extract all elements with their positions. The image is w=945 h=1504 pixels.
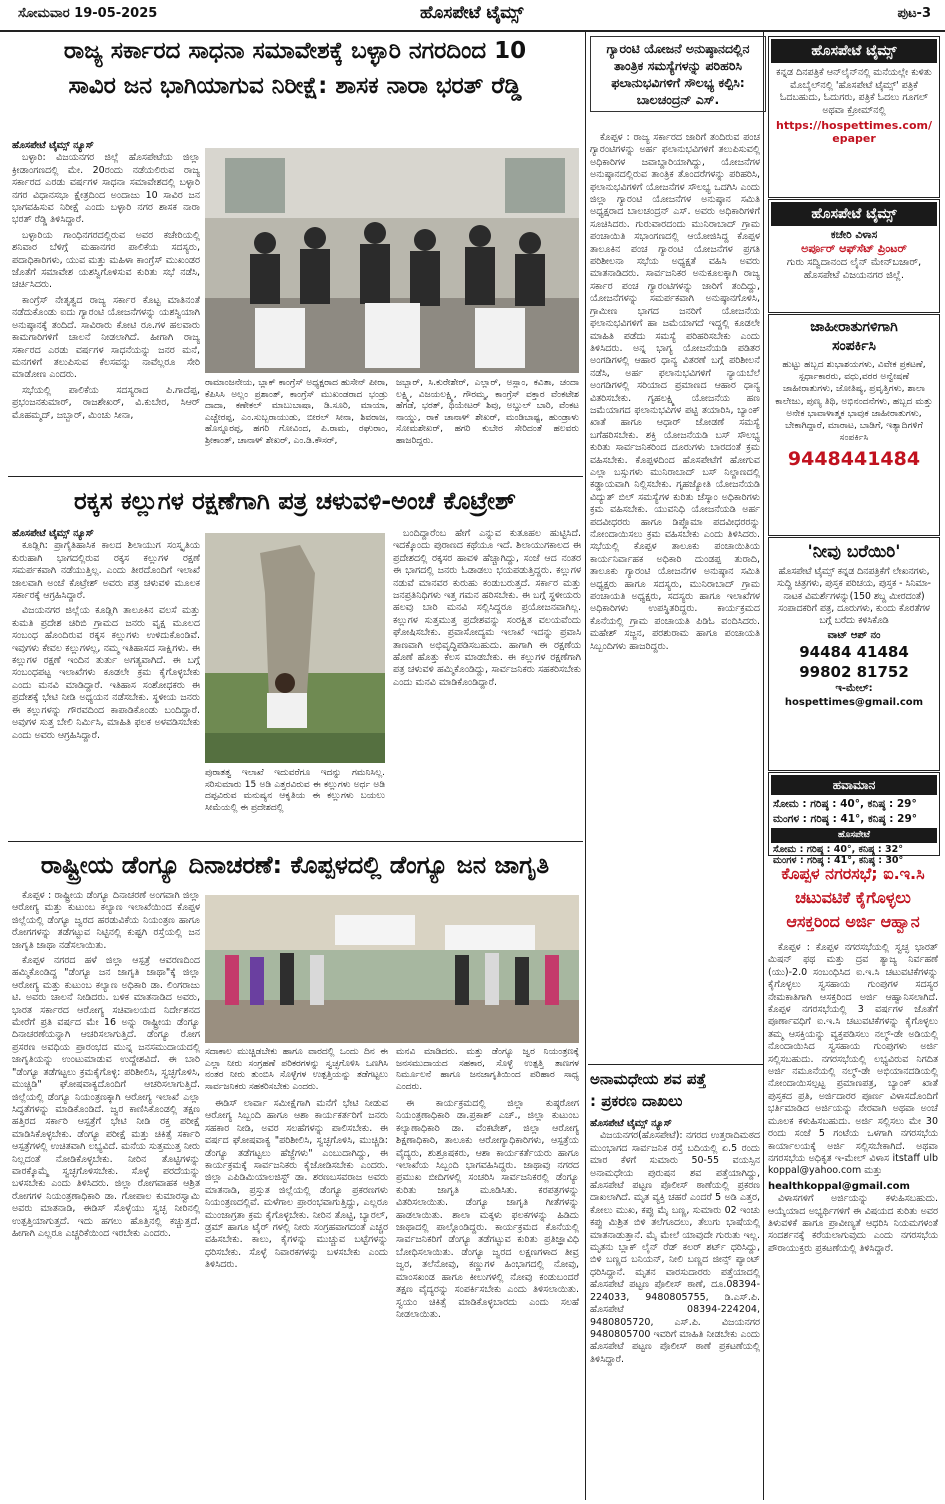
notice-headline: ಕೊಪ್ಪಳ ನಗರಸಭೆ; ಐ.ಇ.ಸಿ ಚಟುವಟಿಕೆ ಕೈಗೊಳ್ಳಲು ಆಸಕ್ತರಿಂದ ಅರ್ಜಿ ಆಹ್ವಾನ [781,864,925,931]
column-divider [585,32,586,1500]
write-email[interactable]: ಇ-ಮೇಲ್: hospettimes@gmail.com [784,683,924,709]
article-3-body [12,890,200,1496]
article-2-body-right [393,528,581,836]
article-3-para: ಈ ಕಾರ್ಯಕ್ರಮದಲ್ಲಿ ಜಿಲ್ಲಾ ಕುಷ್ಠರೋಗ ನಿಯಂತ್ರಣಾಧಿಕಾರಿ ಡಾ.ಪ್ರಕಾಶ್ ಎಚ್., ಜಿಲ್ಲಾ ಕುಟುಂಬ ಕಲ್ಯಾಣಾಧಿಕಾರಿ ಡಾ. ವೆಂಕಟೇಶ್, ಜಿಲ್ಲಾ ಆರೋಗ್ಯ ಶಿಕ್ಷಣಾಧಿಕಾರಿ, ತಾಲೂಕು ಆರೋಗ್ಯಾಧಿಕಾರಿಗಳು, ಆಸ್ಪತ್ರೆಯ ವೈದ್ಯರು, ಶುಶ್ರೂಷಕರು, ಆಶಾ ಕಾರ್ಯಕರ್ತೆಯರು ಹಾಗೂ ಇಲಾಖೆಯ ಸಿಬ್ಬಂದಿ ಭಾಗವಹಿಸಿದ್ದರು. ಜಾಥಾವು ನಗರದ ಪ್ರಮುಖ ಬೀದಿಗಳಲ್ಲಿ ಸಂಚರಿಸಿ ಸಾರ್ವಜನಿಕರಲ್ಲಿ ಡೆಂಗ್ಯೂ ಕುರಿತು ಜಾಗೃತಿ ಮೂಡಿಸಿತು. ಕರಪತ್ರಗಳನ್ನು ವಿತರಿಸಲಾಯಿತು. ಡೆಂಗ್ಯೂ ಜಾಗೃತಿ ಗೀತೆಗಳನ್ನು ಹಾಡಲಾಯಿತು. ಶಾಲಾ ಮಕ್ಕಳು ಫಲಕಗಳನ್ನು ಹಿಡಿದು ಜಾಥಾದಲ್ಲಿ ಪಾಲ್ಗೊಂಡಿದ್ದರು. ಕಾರ್ಯಕ್ರಮದ ಕೊನೆಯಲ್ಲಿ ಸಾರ್ವಜನಿಕರಿಗೆ ಡೆಂಗ್ಯೂ ತಡೆಗಟ್ಟುವ ಕುರಿತು ಪ್ರತಿಜ್ಞಾವಿಧಿ ಬೋಧಿಸಲಾಯಿತು. ಡೆಂಗ್ಯೂ ಜ್ವರದ ಲಕ್ಷಣಗಳಾದ ತೀವ್ರ ಜ್ವರ, ತಲೆನೋವು, ಕಣ್ಣುಗಳ ಹಿಂಭಾಗದಲ್ಲಿ ನೋವು, ಮಾಂಸಖಂಡ ಹಾಗೂ ಕೀಲುಗಳಲ್ಲಿ ನೋವು ಕಂಡುಬಂದರೆ ತಕ್ಷಣ ವೈದ್ಯರನ್ನು ಸಂಪರ್ಕಿಸಬೇಕು ಎಂದು ತಿಳಿಸಲಾಯಿತು. ಸ್ವಯಂ ಚಿಕಿತ್ಸೆ ಮಾಡಿಕೊಳ್ಳಬಾರದು ಎಂದು ಸಲಹೆ ನೀಡಲಾಯಿತು. [396,1098,579,1320]
article-1-photo [205,148,579,373]
stone-photo-illustration [205,533,385,763]
ad-write-to-us [768,537,940,771]
ads-text: ಹುಟ್ಟು ಹಬ್ಬದ ಶುಭಾಶಯಗಳು, ವಿವೇಕ ಪ್ರಕಟಣೆ, ಸ್ಪರ್ಧಾಕಾರರು, ವಧು,ವರರ ಅನ್ವೇಷಣೆ ಜಾಹೀರಾತುಗಳು, ಜೋತಿಷ್ಯ, ಪ್ರವೃತ್ತಿಗಳು, ಶಾಲಾ ಕಾಲೇಜು, ಪುಣ್ಯ ತಿಥಿ, ಅಭಿನಂದನೆಗಳು, ಹಬ್ಬದ ಮತ್ತು ಅನೇಕ ಭಾವಾಳಾತ್ಮಕ ಭಾವುಕ ಜಾಹೀರಾತುಗಳು, ಬೇಕಾಗಿದ್ದಾರೆ, ಮಾರಾಟ, ಬಾಡಿಗೆ, ಇತ್ಯಾದಿಗಳಿಗೆ ಸಂಪರ್ಕಿಸಿ [775,359,933,444]
article-3-caption-right: ಮನವಿ ಮಾಡಿದರು. ಮತ್ತು ಡೆಂಗ್ಯೂ ಜ್ವರ ನಿಯಂತ್ರಣಕ್ಕೆ ಜನಸಮುದಾಯದ ಸಹಕಾರ, ಸೊಳ್ಳೆ ಉತ್ಪತ್ತಿ ತಾಣಗಳ ನಿರ್ಮೂಲನೆ ಹಾಗೂ ಜನಜಾಗೃತಿಯಿಂದ ಪರಿಹಾರ ಸಾಧ್ಯ ಎಂದರು. [396,1047,579,1092]
headline-line-1: ರಾಜ್ಯ ಸರ್ಕಾರದ ಸಾಧನಾ ಸಮಾವೇಶಕ್ಕೆ ಬಳ್ಳಾರಿ ನಗರದಿಂದ 10 [63,38,527,64]
article-2-body [12,528,200,834]
weather-day: ಮಂಗಳ [773,813,800,825]
section-divider [588,1064,763,1065]
weather-day: ಮಂಗಳ [773,855,797,866]
header-date: ಸೋಮವಾರ 19-05-2025 [18,6,158,21]
guarantee-headline-box [590,36,766,112]
article-2-para: ಕೂಡ್ಲಿಗಿ: ಪ್ರಾಗೈತಿಹಾಸಿಕ ಕಾಲದ ಶಿಲಾಯುಗ ಸಂಸ್ಕೃತಿಯ ಕುರುಹಾಗಿ ಭಾಗದಲ್ಲಿರುವ ರಕ್ಕಸ ಕಲ್ಲುಗಳ ರಕ್ಷಣೆ ಸಮರ್ಪಕವಾಗಿ ನಡೆಯುತ್ತಿಲ್ಲ. ಎಂದು ತೀರದೊಂದಿಗೆ ಇಲಾಖೆ ಜಾಲವಾಗಿ ಅಂಚೆ ಕೊಟ್ರೇಶ್ ಅವರು ಪತ್ರ ಚಳುವಳಿ ಮೂಲಕ ಸರ್ಕಾರಕ್ಕೆ ಆಗ್ರಹಿಸಿದ್ದಾರೆ. [12,540,200,602]
article-2-headline: ರಕ್ಕಸ ಕಲ್ಲುಗಳ ರಕ್ಷಣೆಗಾಗಿ ಪತ್ರ ಚಳುವಳಿ-ಅಂಚೆ ಕೊಟ್ರೇಶ್ [74,487,516,515]
body-found-headline-line-2: : ಪ್ರಕರಣ ದಾಖಲು [590,1092,683,1110]
notice-para: ಕೊಪ್ಪಳ : ಕೊಪ್ಪಳ ನಗರಸಭೆಯಲ್ಲಿ ಸ್ವಚ್ಛ ಭಾರತ್ ಮಿಷನ್ ಫಥ ಮತ್ತು ದ್ರವ ತ್ಯಾಜ್ಯ ನಿರ್ವಹಣೆ (ಯು)-2.0 ಸಂಬಂಧಿಸಿದ ಐ.ಇ.ಸಿ ಚಟುವಟಿಕೆಗಳನ್ನು ಕೈಗೊಳ್ಳಲು ಸ್ವಸಹಾಯ ಗುಂಪುಗಳ ಸದಸ್ಯರ ನೇಮಕಾತಿಗಾಗಿ ಆಸಕ್ತರಿಂದ ಅರ್ಜಿ ಆಹ್ವಾನಿಸಲಾಗಿದೆ. ಕೊಪ್ಪಳ ನಗರಸಭೆಯಲ್ಲಿ 3 ವರ್ಷಗಳ ಜೊತೆಗೆ ಪೂರ್ಣಾವಧಿಗೆ ಐ.ಇ.ಸಿ ಚಟುವಟಿಕೆಗಳನ್ನು ಕೈಗೊಳ್ಳಲು ತಮ್ಮ ಆಸಕ್ತಿಯನ್ನು ವ್ಯಕ್ತಪಡಿಸಲು ನಲ್ಮ್-ಡೇ ಅಡಿಯಲ್ಲಿ ನೊಂದಾಯಿಸಿದ ಸ್ವಸಹಾಯ ಗುಂಪುಗಳು ಅರ್ಜಿ ಸಲ್ಲಿಸಬಹುದು. ನಗರಸಭೆಯಲ್ಲಿ ಲಭ್ಯವಿರುವ ನಿಗದಿತ ಅರ್ಜಿ ನಮೂನೆಯಲ್ಲಿ ನಲ್ಮ್-ಡೇ ಅಭಿಯಾನದಡಿಯಲ್ಲಿ ನೋಂದಾಯಿಸಲ್ಪಟ್ಟ ಪ್ರಮಾಣಪತ್ರ, ಬ್ಯಾಂಕ್ ಖಾತೆ ಪುಸ್ತಕದ ಪ್ರತಿ, ಅರ್ಜಿದಾರರ ಪೂರ್ಣ ವಿಳಾಸದೊಂದಿಗೆ ಭರ್ತಿಮಾಡಿದ ಅರ್ಜಿಯನ್ನು ನೇರವಾಗಿ ಅಥವಾ ಅಂಚೆ ಮೂಲಕ ಕಳುಹಿಸಬಹುದು. ಅರ್ಜಿ ಸಲ್ಲಿಸಲು ಮೇ 30 ರಂದು ಸಂಜೆ 5 ಗಂಟೆಯ ಒಳಗಾಗಿ ನಗರಸಭೆಯ ಕಾರ್ಯಾಲಯಕ್ಕೆ ಅರ್ಜಿ ಸಲ್ಲಿಸಬೇಕಾಗಿದೆ. ಅಥವಾ ನಗರಸಭೆಯ ಅಧಿಕೃತ ಇ-ಮೇಲ್ ವಿಳಾಸ itstaff ulb koppal@yahoo.com ಮತ್ತು [768,942,938,1177]
epaper-link[interactable]: https://hospettimes.com/ [776,119,932,132]
article-3-para: ಕೊಪ್ಪಳ ನಗರದ ಹಳೆ ಜಿಲ್ಲಾ ಆಸ್ಪತ್ರೆ ಆವರಣದಿಂದ ಹಮ್ಮಿಕೊಂಡಿದ್ದ "ಡೆಂಗ್ಯೂ ಜನ ಜಾಗೃತಿ ಜಾಥಾ"ಕ್ಕೆ ಜಿಲ್ಲಾ ಆರೋಗ್ಯ ಮತ್ತು ಕುಟುಂಬ ಕಲ್ಯಾಣ ಅಧಿಕಾರಿ ಡಾ. ಲಿಂಗರಾಜು ಟಿ. ಅವರು ಚಾಲನೆ ನೀಡಿದರು. ಬಳಿಕ ಮಾತನಾಡಿದ ಅವರು, ಭಾರತ ಸರ್ಕಾರದ ಆರೋಗ್ಯ ಸಚಿವಾಲಯದ ನಿರ್ದೇಶನದ ಮೇರೆಗೆ ಪ್ರತಿ ವರ್ಷದ ಮೇ 16 ಅನ್ನು ರಾಷ್ಟ್ರೀಯ ಡೆಂಗ್ಯೂ ದಿನಾಚರಣೆಯನ್ನಾಗಿ ಆಚರಿಸಲಾಗುತ್ತಿದೆ. ಡೆಂಗ್ಯೂ ರೋಗ ಪ್ರಸರಣ ಅವಧಿಯ ಪ್ರಾರಂಭದ ಮುನ್ನ ಜನಸಮುದಾಯದಲ್ಲಿ ಜಾಗೃತಿಯನ್ನು ಉಂಟುಮಾಡುವ ಉದ್ದೇಶವಿದೆ. ಈ ಬಾರಿ "ಡೆಂಗ್ಯೂ ತಡೆಗಟ್ಟಲು ಕ್ರಮಕೈಗೊಳ್ಳಿ: ಪರಿಶೀಲಿಸಿ, ಸ್ವಚ್ಛಗೊಳಿಸಿ, ಮುಚ್ಚಿಡಿ" ಘೋಷವಾಕ್ಯದೊಂದಿಗೆ ಆಚರಿಸಲಾಗುತ್ತಿದೆ. ಜಿಲ್ಲೆಯಲ್ಲಿ ಡೆಂಗ್ಯೂ ನಿಯಂತ್ರಣಕ್ಕಾಗಿ ಆರೋಗ್ಯ ಇಲಾಖೆ ಎಲ್ಲಾ ಸಿದ್ಧತೆಗಳನ್ನು ಮಾಡಿಕೊಂಡಿದೆ. ಜ್ವರ ಕಾಣಿಸಿಕೊಂಡಲ್ಲಿ ತಕ್ಷಣ ಹತ್ತಿರದ ಸರ್ಕಾರಿ ಆಸ್ಪತ್ರೆಗೆ ಭೇಟಿ ನೀಡಿ ರಕ್ತ ಪರೀಕ್ಷೆ ಮಾಡಿಸಿಕೊಳ್ಳಬೇಕು. ಡೆಂಗ್ಯೂ ಪರೀಕ್ಷೆ ಮತ್ತು ಚಿಕಿತ್ಸೆ ಸರ್ಕಾರಿ ಆಸ್ಪತ್ರೆಗಳಲ್ಲಿ ಉಚಿತವಾಗಿ ಲಭ್ಯವಿದೆ. ಮನೆಯ ಸುತ್ತಮುತ್ತ ನೀರು ನಿಲ್ಲದಂತೆ ನೋಡಿಕೊಳ್ಳಬೇಕು. ನೀರಿನ ತೊಟ್ಟಿಗಳನ್ನು ವಾರಕ್ಕೊಮ್ಮೆ ಸ್ವಚ್ಛಗೊಳಿಸಬೇಕು. ಸೊಳ್ಳೆ ಪರದೆಯನ್ನು ಬಳಸಬೇಕು ಎಂದು ತಿಳಿಸಿದರು. ಜಿಲ್ಲಾ ರೋಗವಾಹಕ ಆಶ್ರಿತ ರೋಗಗಳ ನಿಯಂತ್ರಣಾಧಿಕಾರಿ ಡಾ. ಗೋಪಾಲ ಕುಮಾರಸ್ವಾಮಿ ಅವರು ಮಾತನಾಡಿ, ಈಡಿಸ್ ಸೊಳ್ಳೆಯು ಸ್ವಚ್ಛ ನೀರಿನಲ್ಲಿ ಉತ್ಪತ್ತಿಯಾಗುತ್ತದೆ. ಇದು ಹಗಲು ಹೊತ್ತಿನಲ್ಲಿ ಕಚ್ಚುತ್ತದೆ. ಹೀಗಾಗಿ ಎಲ್ಲರೂ ಎಚ್ಚರಿಕೆಯಿಂದ ಇರಬೇಕು ಎಂದರು. [12,955,200,1239]
whatsapp-label: ವಾಟ್ ಆಪ್ ನಂ [827,630,881,642]
rally-photo-illustration [205,895,579,1043]
body-found-headline-line-1: ಅನಾಮಧೇಯ ಶವ ಪತ್ತೆ [590,1070,707,1088]
article-1-para: ಬಳ್ಳಾರಿಯ ಗಾಂಧಿನಗರದಲ್ಲಿರುವ ಅವರ ಕಚೇರಿಯಲ್ಲಿ ಶನಿವಾರ ಬೆಳಿಗ್ಗೆ ಮಹಾನಗರ ಪಾಲಿಕೆಯ ಸದಸ್ಯರು, ಪದಾಧಿಕಾರಿಗಳು, ಯುವ ಮತ್ತು ಮಹಿಳಾ ಕಾಂಗ್ರೆಸ್ ಮುಖಂಡರ ಜೊತೆಗೆ ಸಮಾವೇಶ ಯಶಸ್ವಿಗೊಳಿಸುವ ಕುರಿತು ಸಭೆ ನಡೆಸಿ, ಚರ್ಚಿಸಿದರು. [12,229,200,291]
article-2-photo [205,533,385,763]
notice-body [768,942,938,1498]
write-text: ಹೊಸಪೇಟೆ ಟೈಮ್ಸ್ ಕನ್ನಡ ದಿನಪತ್ರಿಕೆಗೆ ಲೇಖನಗಳು, ಸುದ್ದಿ ಚಿತ್ರಗಳು, ಪುಸ್ತಕ ಪರಿಚಯ, ಪುಸ್ತಕ - ಸಿನಿಮಾ-ನಾಟಕ ವಿಮರ್ಶೆಗಳನ್ನು(150 ಶಬ್ದ ಮೀರದಂತೆ) ಸಂಪಾದಕರಿಗೆ ಪತ್ರ, ದೂರುಗಳು, ಕುಂದು ಕೊರತೆಗಳ ಬಗ್ಗೆ ಬರೆದು ಕಳಿಸಿಕೊಡಿ [776,566,932,627]
weather-title: ಹವಾಮಾನ [771,775,937,795]
meeting-photo-illustration [205,148,579,373]
ad-epaper-text: ಕನ್ನಡ ದಿನಪತ್ರಿಕೆ ಆನ್‌ಲೈನ್‌ನಲ್ಲಿ ಮನೆಯಲ್ಲೇ ಕುಳಿತು ಮೊಬೈಲ್‌ನಲ್ಲಿ 'ಹೊಸಪೇಟೆ ಟೈಮ್ಸ್' ಪತ್ರಿಕೆ ಓದಬಹುದು, ಓದುಗರು, ಪತ್ರಿಕೆ ಓದಲು ಗೂಗಲ್ ಅಥವಾ ಕ್ರೋಮ್‌ನಲ್ಲಿ [776,67,932,116]
ad-epaper-banner: ಹೊಸಪೇಟೆ ಟೈಮ್ಸ್ [771,39,937,63]
article-2-caption: ಪುರಾತತ್ವ ಇಲಾಖೆ ಇದುವರೆಗೂ ಇದನ್ನು ಗಮನಿಸಿಲ್ಲ. ಸರಿಸುಮಾರು 15 ಅಡಿ ಎತ್ತರವಿರುವ ಈ ಕಲ್ಲುಗಳು ಅರ್ಧ ಅಡಿ ದಪ್ಪವಿರುವ ಮನುಷ್ಯನ ಆಕೃತಿಯ ಈ ಕಲ್ಲುಗಳು ಬಯಲು ಸೀಮೆಯಲ್ಲಿ ಈ ಪ್ರದೇಶದಲ್ಲಿ [205,768,385,813]
body-found-byline: ಹೊಸಪೇಟೆ ಟೈಮ್ಸ್ ನ್ಯೂಸ್ [590,1118,672,1129]
weather-max: ಗರಿಷ್ಠ : 41°, [806,855,856,866]
office-address: ಗುರು ಸದ್ವಿದಾನಂದ ಲೈನ್ ಮೇನ್‌ಬಜಾರ್, ಹೊಸಪೇಟೆ ವಿಜಯನಗರ ಜಿಲ್ಲೆ. [786,257,922,281]
weather-max: ಗರಿಷ್ಠ : 41°, [810,813,865,825]
page-header [0,0,945,32]
article-3-para: ಕೊಪ್ಪಳ : ರಾಷ್ಟ್ರೀಯ ಡೆಂಗ್ಯೂ ದಿನಾಚರಣೆ ಅಂಗವಾಗಿ ಜಿಲ್ಲಾ ಆರೋಗ್ಯ ಮತ್ತು ಕುಟುಂಬ ಕಲ್ಯಾಣ ಇಲಾಖೆಯಿಂದ ಕೊಪ್ಪಳ ಜಿಲ್ಲೆಯಲ್ಲಿ ಡೆಂಗ್ಯೂ ಜ್ವರದ ಹರಡುವಿಕೆಯ ನಿಯಂತ್ರಣ ಹಾಗೂ ರೋಗಗಳನ್ನು ತಡೆಗಟ್ಟುವ ನಿಟ್ಟಿನಲ್ಲಿ ಕುಷ್ಟಗಿ ರಸ್ತೆಯಲ್ಲಿ ಜನ ಜಾಗೃತಿ ಜಾಥಾ ನಡೆಸಲಾಯಿತು. [12,890,200,951]
body-found-headline [590,1068,760,1112]
ads-phone[interactable]: 9448441484 [787,448,921,471]
article-3-body-middle [205,1098,388,1496]
header-masthead: ಹೊಸಪೇಟೆ ಟೈಮ್ಸ್ [420,3,524,23]
weather-day: ಸೋಮ [773,798,799,810]
weather-city: ಹೊಸಪೇಟೆ [771,828,937,843]
ad-office-banner: ಹೊಸಪೇಟೆ ಟೈಮ್ಸ್ [771,202,937,226]
write-title: 'ನೀವು ಬರೆಯಿರಿ' [807,542,901,562]
printer-name: ಅರ್ಪೂರ್ ಆಫ್‌ಸೆಟ್ ಪ್ರಿಂಟರ್ [801,242,907,255]
article-3-para: ಈಡಿಸ್ ಲಾರ್ವಾ ಸಮೀಕ್ಷೆಗಾಗಿ ಮನೆಗೆ ಭೇಟಿ ನೀಡುವ ಆರೋಗ್ಯ ಸಿಬ್ಬಂದಿ ಹಾಗೂ ಆಶಾ ಕಾರ್ಯಕರ್ತರಿಗೆ ಜನರು ಸಹಕಾರ ನೀಡಿ, ಅವರ ಸಲಹೆಗಳನ್ನು ಪಾಲಿಸಬೇಕು. ಈ ವರ್ಷದ ಘೋಷವಾಕ್ಯ "ಪರಿಶೀಲಿಸಿ, ಸ್ವಚ್ಛಗೊಳಿಸಿ, ಮುಚ್ಚಿಡಿ: ಡೆಂಗ್ಯೂ ತಡೆಗಟ್ಟಲು ಹೆಜ್ಜೆಗಳು" ಎಂಬುದಾಗಿದ್ದು, ಈ ಕಾರ್ಯಕ್ರಮಕ್ಕೆ ಸಾರ್ವಜನಿಕರು ಕೈಜೋಡಿಸಬೇಕು ಎಂದರು. ಜಿಲ್ಲಾ ಎಪಿಡಿಮಿಯಾಲಜಿಸ್ಟ್ ಡಾ. ಶರಣಬಸವರಾಜ ಅವರು ಮಾತನಾಡಿ, ಪ್ರಸ್ತುತ ಜಿಲ್ಲೆಯಲ್ಲಿ ಡೆಂಗ್ಯೂ ಪ್ರಕರಣಗಳು ನಿಯಂತ್ರಣದಲ್ಲಿವೆ. ಮಳೆಗಾಲ ಪ್ರಾರಂಭವಾಗುತ್ತಿದ್ದು, ಎಲ್ಲರೂ ಮುಂಜಾಗ್ರತಾ ಕ್ರಮ ಕೈಗೊಳ್ಳಬೇಕು. ನೀರಿನ ತೊಟ್ಟಿ, ಬ್ಯಾರಲ್, ಡ್ರಮ್ ಹಾಗೂ ಟೈರ್ ಗಳಲ್ಲಿ ನೀರು ಸಂಗ್ರಹವಾಗದಂತೆ ಎಚ್ಚರ ವಹಿಸಬೇಕು. ಕಾಲು, ಕೈಗಳನ್ನು ಮುಚ್ಚುವ ಬಟ್ಟೆಗಳನ್ನು ಧರಿಸಬೇಕು. ಸೊಳ್ಳೆ ನಿವಾರಕಗಳನ್ನು ಬಳಸಬೇಕು ಎಂದು ತಿಳಿಸಿದರು. [205,1098,388,1271]
weather-min: ಕನಿಷ್ಠ : 30° [858,855,904,866]
article-1-headline [8,34,582,104]
article-2-byline: ಹೊಸಪೇಟೆ ಟೈಮ್ಸ್ ನ್ಯೂಸ್ [12,528,94,539]
guarantee-headline: ಗ್ಯಾರಂಟಿ ಯೋಜನೆ ಅನುಷ್ಠಾನದಲ್ಲಿನ ತಾಂತ್ರಿಕ ಸಮಸ್ಯೆಗಳನ್ನು ಪರಿಹರಿಸಿ ಫಲಾನುಭವಿಗಳಿಗೆ ಸೌಲಭ್ಯ ಕಲ್ಪಿಸಿ: ಬಾಲಚಂದ್ರನ್ ಎಸ್. [606,41,750,107]
article-1-para: ಬಳ್ಳಾರಿ: ವಿಜಯನಗರ ಜಿಲ್ಲೆ ಹೊಸಪೇಟೆಯ ಜಿಲ್ಲಾ ಕ್ರೀಡಾಂಗಣದಲ್ಲಿ ಮೇ. 20ರಂದು ನಡೆಯಲಿರುವ ರಾಜ್ಯ ಸರ್ಕಾರದ ಎರಡು ವರ್ಷಗಳ ಸಾಧನಾ ಸಮಾವೇಶದಲ್ಲಿ ಬಳ್ಳಾರಿ ನಗರ ವಿಧಾನಸಭಾ ಕ್ಷೇತ್ರದಿಂದ ಅಂದಾಜು 10 ಸಾವಿರ ಜನ ಭಾಗವಹಿಸುವ ನಿರೀಕ್ಷೆ ಎಂದು ಬಳ್ಳಾರಿ ನಗರ ಶಾಸಕ ನಾರಾ ಭರತ್ ರೆಡ್ಡಿ ತಿಳಿಸಿದ್ದಾರೆ. [12,152,200,226]
article-1-para: ಸಭೆಯಲ್ಲಿ ಪಾಲಿಕೆಯ ಸದಸ್ಯರಾದ ಪಿ.ಗಾದೆಪ್ಪ, ಪ್ರಭಂಜನಕುಮಾರ್, ರಾಜಶೇಖರ್, ವಿ.ಕುಬೇರ, ಸಿಆರ್ ಮೊಹಮ್ಮದ್, ಜಬ್ಬಾರ್, ಮಿಂಚು ಸೀನಾ, [12,384,200,421]
section-divider [8,841,583,842]
article-1-byline: ಹೊಸಪೇಟೆ ಟೈಮ್ಸ್ ನ್ಯೂಸ್ [12,140,94,151]
weather-max: ಗರಿಷ್ಠ : 40°, [810,798,864,810]
headline-line-2: ಸಾವಿರ ಜನ ಭಾಗಿಯಾಗುವ ನಿರೀಕ್ಷೆ: ಶಾಸಕ ನಾರಾ ಭರತ್ ರೆಡ್ಡಿ [68,73,522,99]
article-1-caption-left: ರಾಮಾಂಜನೇಯ, ಬ್ಲಾಕ್ ಕಾಂಗ್ರೆಸ್ ಅಧ್ಯಕ್ಷರಾದ ಹುಸೇನ್ ಪೀರಾ, ಕೆಪಿಸಿಸಿ ಅಲ್ಲಂ ಪ್ರಶಾಂತ್, ಕಾಂಗ್ರೆಸ್ ಮುಖಂಡರಾದ ಭಂಡ್ರು ದಾದಾ, ಕಣೇಕಲ್ ಮಾಬುಬಾಷಾ, ಡಿ.ಸೂರಿ, ಮಾಯಾ, ಎಚ್ಚೇರಪ್ಪ, ಎಂ.ಸುಬ್ಬರಾಯುಡು, ಬೀರಲ್ ಸೀನಾ, ಶಿವರಾಜ, ಹೊನ್ನೂರಪ್ಪ, ಹಗರಿ ಗೋವಿಂದ, ಪಿ.ರಾಮ, ರಘುರಾಂ, ಶ್ರೀಕಾಂತ್, ಚಾನಾಳ್ ಶೇಖರ್, ಎಂ.ಡಿ.ಕೌಸರ್, [205,378,388,446]
body-found-para: ವಿಜಯನಗರ(ಹೊಸಪೇಟೆ): ನಗರದ ಉತ್ತರಾದಿಮಠದ ಮುಂಭಾಗದ ಸಾರ್ವಜನಿಕ ರಸ್ತೆ ಬದಿಯಲ್ಲಿ ಏ.5 ರಂದು ಮಾರ ಕೆಳಗೆ ಸುಮಾರು 50-55 ವಯಸ್ಸಿನ ಅನಾಮಧೇಯ ಪುರುಷನ ಶವ ಪತ್ತೆಯಾಗಿದ್ದು, ಹೊಸಪೇಟೆ ಪಟ್ಟಣ ಪೊಲೀಸ್ ಠಾಣೆಯಲ್ಲಿ ಪ್ರಕರಣ ದಾಖಲಾಗಿದೆ. ಮೃತ ವ್ಯಕ್ತಿ ಚಹರೆ ಎಂದರೆ 5 ಅಡಿ ಎತ್ತರ, ಕೋಲು ಮುಖ, ಕಪ್ಪು ಮೈ ಬಣ್ಣ, ಸುಮಾರು 02 ಇಂಚು ಕಪ್ಪು ಮಿಶ್ರಿತ ಬಿಳಿ ತಲೆಗೂದಲು, ತೆಲುಗು ಭಾಷೆಯಲ್ಲಿ ಮಾತನಾಡುತ್ತಾನೆ. ಮೈ ಮೇಲೆ ಯಾವುದೇ ಗುರುತು ಇಲ್ಲ. ಮೃತನು ಬ್ಲಾಕ್ ಲೈನ್ ರೆಡ್ ಕಲರ್ ಶರ್ಟ್ ಧರಿಸಿದ್ದು, ಬಿಳಿ ಬಣ್ಣದ ಬನಿಯನ್, ನೀಲಿ ಬಣ್ಣದ ಜೀನ್ಸ್ ಪ್ಯಾಂಟ್ ಧರಿಸಿದ್ದಾನೆ. ಮೃತನ ವಾರಸುದಾರರು ಪತ್ತೆಯಾದಲ್ಲಿ ಹೊಸಪೇಟೆ ಪಟ್ಟಣ ಪೊಲೀಸ್ ಠಾಣೆ, ದೂ.08394-224033, 9480805755, ಡಿ.ಎಸ್.ಪಿ. ಹೊಸಪೇಟೆ 08394-224204, 9480805720, ಎಸ್.ಪಿ. ವಿಜಯನಗರ 9480805700 ಇವರಿಗೆ ಮಾಹಿತಿ ನೀಡಬೇಕು ಎಂದು ಹೊಸಪೇಟೆ ಪಟ್ಟಣ ಪೊಲೀಸ್ ಠಾಣೆ ಪ್ರಕಟಣೆಯಲ್ಲಿ ತಿಳಿಸಿದ್ದಾರೆ. [590,1130,760,1365]
column-divider [763,32,764,1500]
weather-box [768,772,940,866]
guarantee-body [590,132,760,1057]
ad-office-address [768,199,940,313]
whatsapp-phone-1[interactable]: 94484 41484 [799,643,909,662]
article-1 [8,34,582,104]
notice-email[interactable]: healthkoppal@gmail.com [768,1180,910,1192]
article-2-para: ವಿಜಯನಗರ ಜಿಲ್ಲೆಯ ಕೂಡ್ಲಿಗಿ ತಾಲೂಕಿನ ವಲಸೆ ಮತ್ತು ಕುಮತಿ ಪ್ರದೇಶ ಚಿರಿಬಿ ಗ್ರಾಮದ ಜನರು ವೃಕ್ಷ ಮೂಲದ ಸಂಬಂಧ ಹೊಂದಿರುವ ರಕ್ಕಸ ಕಲ್ಲುಗಳು ಉಳಿದುಕೊಂಡಿವೆ. ಇವುಗಳು ಕೇವಲ ಕಲ್ಲುಗಳಲ್ಲ, ನಮ್ಮ ಇತಿಹಾಸದ ಸಾಕ್ಷಿಗಳು. ಈ ಕಲ್ಲುಗಳ ರಕ್ಷಣೆ ಇಂದಿನ ತುರ್ತು ಅಗತ್ಯವಾಗಿದೆ. ಈ ಬಗ್ಗೆ ಸಂಬಂಧಪಟ್ಟ ಇಲಾಖೆಗಳು ಕೂಡಲೇ ಕ್ರಮ ಕೈಗೊಳ್ಳಬೇಕು ಎಂದು ಮನವಿ ಮಾಡಿದ್ದಾರೆ. ಇತಿಹಾಸ ಸಂಶೋಧಕರು ಈ ಪ್ರದೇಶಕ್ಕೆ ಭೇಟಿ ನೀಡಿ ಅಧ್ಯಯನ ನಡೆಸಬೇಕು. ಸ್ಥಳೀಯ ಜನರು ಈ ಕಲ್ಲುಗಳನ್ನು ಗೌರವದಿಂದ ಕಾಪಾಡಿಕೊಂಡು ಬಂದಿದ್ದಾರೆ. ಅವುಗಳ ಸುತ್ತ ಬೇಲಿ ನಿರ್ಮಿಸಿ, ಮಾಹಿತಿ ಫಲಕ ಅಳವಡಿಸಬೇಕು ಎಂದು ಅವರು ಆಗ್ರಹಿಸಿದ್ದಾರೆ. [12,605,200,741]
weather-max: ಗರಿಷ್ಠ : 40°, [806,844,856,855]
article-1-para: ಕಾಂಗ್ರೆಸ್ ನೇತೃತ್ವದ ರಾಜ್ಯ ಸರ್ಕಾರ ಕೊಟ್ಟ ಮಾತಿನಂತೆ ನಡೆದುಕೊಂಡು ಐದು ಗ್ಯಾರಂಟಿ ಯೋಜನೆಗಳನ್ನು ಯಶಸ್ವಿಯಾಗಿ ಅನುಷ್ಠಾನಕ್ಕೆ ತಂದಿದೆ. ಸಾವಿರಾರು ಕೋಟಿ ರೂ.ಗಳ ಹಲವಾರು ಕಾಮಗಾರಿಗಳಿಗೆ ಚಾಲನೆ ನೀಡಲಾಗಿದೆ. ಹೀಗಾಗಿ ರಾಜ್ಯ ಸರ್ಕಾರದ ಎರಡು ವರ್ಷಗಳ ಸಾಧನೆಯನ್ನು ಜನರ ಮನೆ, ಮನಗಳಿಗೆ ತಲುಪಿಸುವ ಕೆಲಸವನ್ನು ನಾವೆಲ್ಲರೂ ಸೇರಿ ಮಾಡೋಣ ಎಂದರು. [12,294,200,381]
weather-day: ಸೋಮ [773,844,797,855]
ads-title-line-1: ಜಾಹೀರಾತುಗಳಿಗಾಗಿ [810,319,898,335]
weather-row: ಮಂಗಳ : ಗರಿಷ್ಠ : 41°, ಕನಿಷ್ಠ : 30° [773,855,904,866]
ad-advertisements [768,314,940,536]
guarantee-para: ಕೊಪ್ಪಳ : ರಾಜ್ಯ ಸರ್ಕಾರದ ಜಾರಿಗೆ ತಂದಿರುವ ಪಂಚ ಗ್ಯಾರಂಟಿಗಳನ್ನು ಅರ್ಹ ಫಲಾನುಭವಿಗಳಿಗೆ ತಲುಪಿಸುವಲ್ಲಿ ಅಧಿಕಾರಿಗಳ ಜವಾಬ್ದಾರಿಯಾಗಿದ್ದು, ಯೋಜನೆಗಳ ಅನುಷ್ಠಾನದಲ್ಲಿರುವ ತಾಂತ್ರಿಕ ತೊಂದರೆಗಳನ್ನು ಪರಿಹರಿಸಿ, ಫಲಾನುಭವಿಗಳಿಗೆ ಯೋಜನೆಗಳ ಸೌಲಭ್ಯ ಒದಗಿಸಿ ಎಂದು ಜಿಲ್ಲಾ ಗ್ಯಾರಂಟಿ ಯೋಜನೆಗಳ ಅನುಷ್ಠಾನ ಸಮಿತಿ ಅಧ್ಯಕ್ಷರಾದ ಬಾಲಚಂದ್ರನ್ ಎಸ್. ಅವರು ಅಧಿಕಾರಿಗಳಿಗೆ ಸೂಚಿಸಿದರು. ಗುರುವಾರದಂದು ಮುನಿರಾಬಾದ್ ಗ್ರಾಮ ಪಂಚಾಯಿತಿ ಸಭಾಂಗಣದಲ್ಲಿ ಆಯೋಜಿಸಿದ್ದ ಕೊಪ್ಪಳ ತಾಲೂಕಿನ ಪಂಚ ಗ್ಯಾರಂಟಿ ಯೋಜನೆಗಳ ಪ್ರಗತಿ ಪರಿಶೀಲನಾ ಸಭೆಯ ಅಧ್ಯಕ್ಷತೆ ವಹಿಸಿ ಅವರು ಮಾತನಾಡಿದರು. ಸಾರ್ವಜನಿಕರ ಅನುಕೂಲಕ್ಕಾಗಿ ರಾಜ್ಯ ಸರ್ಕಾರ ಪಂಚ ಗ್ಯಾರಂಟಿಗಳನ್ನು ಜಾರಿಗೆ ತಂದಿದ್ದು, ಯೋಜನೆಗಳನ್ನು ಸಮರ್ಪಕವಾಗಿ ಅನುಷ್ಠಾನಗೊಳಿಸಿ, ಗ್ರಾಮೀಣ ಭಾಗದ ಜನರಿಗೆ ಯೋಜನೆಯ ಫಲಾನುಭವಿಗಳಿಗೆ ಹಾ ಜಮೆಯಾಗದೆ ಇದ್ದಲ್ಲಿ ಕೂಡಲೇ ಮಾಹಿತಿ ಪಡೆದು ಸಮಸ್ಯೆ ಪರಿಹರಿಸಬೇಕು ಎಂದು ತಿಳಿಸಿದರು. ಅನ್ನ ಭಾಗ್ಯ ಯೋಜನೆಯಡಿ ಪಡಿತರ ಅಂಗಡಿಗಳಲ್ಲಿ ಆಹಾರ ಧಾನ್ಯ ವಿತರಣೆ ಬಗ್ಗೆ ಪರಿಶೀಲನೆ ನಡೆಸಿ, ಅರ್ಹ ಫಲಾನುಭವಿಗಳಿಗೆ ನ್ಯಾಯಬೆಲೆ ಅಂಗಡಿಗಳಲ್ಲಿ ಸರಿಯಾದ ಪ್ರಮಾಣದ ಆಹಾರ ಧಾನ್ಯ ವಿತರಿಸಬೇಕು. ಗೃಹಲಕ್ಷ್ಮಿ ಯೋಜನೆಯ ಹಣ ಜಮೆಯಾಗದ ಫಲಾನುಭವಿಗಳ ಪಟ್ಟಿ ತಯಾರಿಸಿ, ಬ್ಯಾಂಕ್ ಖಾತೆ ಹಾಗೂ ಆಧಾರ್ ಜೋಡಣೆ ಸಮಸ್ಯೆ ಬಗೆಹರಿಸಬೇಕು. ಶಕ್ತಿ ಯೋಜನೆಯಡಿ ಬಸ್ ಸೌಲಭ್ಯ ಕುರಿತು ಸಾರ್ವಜನಿಕರಿಂದ ದೂರುಗಳು ಬಾರದಂತೆ ಕ್ರಮ ವಹಿಸಬೇಕು. ಕೊಪ್ಪಳದಿಂದ ಹೊಸಪೇಟೆಗೆ ಹೋಗುವ ಎಲ್ಲಾ ಬಸ್ಸುಗಳು ಮುನಿರಾಬಾದ್ ಬಸ್ ನಿಲ್ದಾಣದಲ್ಲಿ ಕಡ್ಡಾಯವಾಗಿ ನಿಲ್ಲಿಸಬೇಕು. ಗೃಹಜ್ಯೋತಿ ಯೋಜನೆಯಡಿ ವಿದ್ಯುತ್ ಬಿಲ್ ಸಮಸ್ಯೆಗಳ ಕುರಿತು ಜೆಸ್ಕಾಂ ಅಧಿಕಾರಿಗಳು ಕ್ರಮ ವಹಿಸಬೇಕು. ಯುವನಿಧಿ ಯೋಜನೆಯಡಿ ಅರ್ಹ ಪದವೀಧರರು ಹಾಗೂ ಡಿಪ್ಲೊಮಾ ಪದವೀಧರರನ್ನು ನೋಂದಾಯಿಸಲು ಕ್ರಮ ವಹಿಸಬೇಕು ಎಂದು ತಿಳಿಸಿದರು. ಸಭೆಯಲ್ಲಿ ಕೊಪ್ಪಳ ತಾಲೂಕು ಪಂಚಾಯಿತಿಯ ಕಾರ್ಯನಿರ್ವಾಹಕ ಅಧಿಕಾರಿ ದುಂಡಪ್ಪ ತುರಾದಿ, ತಾಲೂಕು ಗ್ಯಾರಂಟಿ ಯೋಜನೆಗಳ ಅನುಷ್ಠಾನ ಸಮಿತಿ ಅಧ್ಯಕ್ಷರು ಹಾಗೂ ಸದಸ್ಯರು, ಮುನಿರಾಬಾದ್ ಗ್ರಾಮ ಪಂಚಾಯತಿ ಅಧ್ಯಕ್ಷರು, ಸದಸ್ಯರು ಹಾಗೂ ಇಲಾಖೆಗಳ ಅಧಿಕಾರಿಗಳು ಉಪಸ್ಥಿತರಿದ್ದರು. ಕಾರ್ಯಕ್ರಮದ ಕೊನೆಯಲ್ಲಿ ಗ್ರಾಮ ಪಂಚಾಯತಿ ಪಿಡಿಓ ವಂದಿಸಿದರು. ಮಹೇಶ್ ಸಜ್ಜನ, ಪರಶುರಾಮ ಹಾಗೂ ಪಂಚಾಯತಿ ಸಿಬ್ಬಂದಿಗಳು ಹಾಜರಿದ್ದರು. [590,132,760,652]
whatsapp-phone-2[interactable]: 99802 81752 [799,663,909,682]
header-page-number: ಪುಟ-3 [897,6,931,21]
epaper-link-suffix[interactable]: epaper [832,132,876,145]
ads-title-line-2: ಸಂಪರ್ಕಿಸಿ [832,338,876,354]
article-1-caption-right: ಜಬ್ಬಾರ್, ಸಿ.ಕುರೇಶೇರ್, ಎಲ್ಲಾರ್, ಅಸ್ಲಾಂ, ಕವಿತಾ, ಚಂದಾ ಲಕ್ಷ್ಮಿ, ವಿಜಯಲಕ್ಷ್ಮಿ, ಗೌರಮ್ಮ, ಕಾಂಗ್ರೆಸ್ ವಕ್ತಾರ ವೆಂಕಟೇಶ ಹೆಗಡೆ, ಭರತ್, ಥಿಯೇಟರ್ ಶಿವು, ಅಬ್ದುಲ್ ಬಾರಿ, ವೆಂಕಟ ನಾಯ್ಡು, ರಾಕೆ ಚಾನಾಳ್ ಶೇಖರ್, ಮಂಡಿಬಾಷ್ಟ, ಹುಂಡ್ರಾಳು ಸೋಮಶೇಖರ್, ಹಗರಿ ಕುಬೇರ ಸೇರಿದಂತೆ ಹಲವರು ಹಾಜರಿದ್ದರು. [396,378,579,446]
notice-para: ವಿಳಾಸಗಳಿಗೆ ಅರ್ಜಿಯನ್ನು ಕಳುಹಿಸಬಹುದು. ಆಯ್ಕೆಯಾದ ಅಭ್ಯರ್ಥಿಗಳಿಗೆ ಈ ವಿಷಯದ ಕುರಿತು ಅವರ ತಿಳುವಳಿಕೆ ಹಾಗೂ ಪ್ರಾವೀಣ್ಯತೆ ಆಧರಿಸಿ ನಿಯಮಗಳಂತೆ ಸಂದರ್ಶನಕ್ಕೆ ಕರೆಯಲಾಗುವುದು ಎಂದು ನಗರಸಭೆಯ ಪೌರಾಯುಕ್ತರು ಪ್ರಕಟಣೆಯಲ್ಲಿ ತಿಳಿಸಿದ್ದಾರೆ. [768,1193,938,1254]
weather-min: ಕನಿಷ್ಠ : 29° [867,813,918,825]
body-found-body [590,1118,760,1498]
article-3-headline: ರಾಷ್ಟ್ರೀಯ ಡೆಂಗ್ಯೂ ದಿನಾಚರಣೆ: ಕೊಪ್ಪಳದಲ್ಲಿ ಡೆಂಗ್ಯೂ ಜನ ಜಾಗೃತಿ [40,851,550,879]
weather-min: ಕನಿಷ್ಠ : 29° [867,798,917,810]
section-divider [8,476,583,477]
article-3-photo [205,895,579,1043]
article-1-body [12,140,200,470]
article-3-body-right [396,1098,579,1496]
weather-min: ಕನಿಷ್ಠ : 32° [858,844,904,855]
article-3-caption-left: ಸದಾಕಾಲ ಮುಚ್ಚಿಡಬೇಕು ಹಾಗೂ ವಾರದಲ್ಲಿ ಒಂದು ದಿನ ಈ ಎಲ್ಲಾ ನೀರು ಸಂಗ್ರಹಣೆ ಪರಿಕರಗಳನ್ನು ಸ್ವಚ್ಛಗೊಳಿಸಿ ಒಣಗಿಸಿ ನಂತರ ನೀರು ತುಂಬಿಸಿ ಸೊಳ್ಳೆಗಳ ಉತ್ಪತ್ತಿಯನ್ನು ತಡೆಗಟ್ಟಲು ಸಾರ್ವಜನಿಕರು ಸಹಕರಿಸಬೇಕು ಎಂದರು. [205,1047,388,1092]
article-2-para: ಬಂದಿದ್ದಾರೆಂಬ ಹೇಗೆ ಎನ್ನುವ ಕುತೂಹಲ ಹುಟ್ಟಿಸಿದೆ. ಇದಕ್ಕೊಂದು ಪುರಾಣದ ಕಥೆಯೂ ಇದೆ. ಶಿಲಾಯುಗಕಾಲದ ಈ ಪ್ರದೇಶದಲ್ಲಿ ರಕ್ಕಸರ ಹಾವಳಿ ಹೆಚ್ಚಾಗಿದ್ದು, ಸಂಜೆ ಆದ ನಂತರ ಈ ಭಾಗದಲ್ಲಿ ಜನರು ಓಡಾಡಲು ಭಯಪಡುತ್ತಿದ್ದರು. ಕಲ್ಲುಗಳ ನಡುವೆ ಮಾನವರ ಕುರುಹು ಕಂಡುಬರುತ್ತದೆ. ಸರ್ಕಾರ ಮತ್ತು ಜನಪ್ರತಿನಿಧಿಗಳು ಇತ್ತ ಗಮನ ಹರಿಸಬೇಕು. ಈ ಬಗ್ಗೆ ಸ್ಥಳೀಯರು ಹಲವು ಬಾರಿ ಮನವಿ ಸಲ್ಲಿಸಿದ್ದರೂ ಪ್ರಯೋಜನವಾಗಿಲ್ಲ. ಕಲ್ಲುಗಳ ಸುತ್ತಮುತ್ತ ಪ್ರದೇಶವನ್ನು ಸಂರಕ್ಷಿತ ವಲಯವೆಂದು ಘೋಷಿಸಬೇಕು. ಪ್ರವಾಸೋದ್ಯಮ ಇಲಾಖೆ ಇದನ್ನು ಪ್ರವಾಸಿ ತಾಣವಾಗಿ ಅಭಿವೃದ್ಧಿಪಡಿಸಬಹುದು. ಹಾಗಾಗಿ ಈ ರಕ್ಷಣೆಯ ಹೊಣೆ ಹೊತ್ತು ಕೆಲಸ ಮಾಡಬೇಕು. ಈ ಕಲ್ಲುಗಳ ರಕ್ಷಣೆಗಾಗಿ ಪತ್ರ ಚಳುವಳಿ ಹಮ್ಮಿಕೊಂಡಿದ್ದು, ಸಾರ್ವಜನಿಕರು ಸಹಕರಿಸಬೇಕು ಎಂದು ಮನವಿ ಮಾಡಿಕೊಂಡಿದ್ದಾರೆ. [393,528,581,688]
office-label: ಕಚೇರಿ ವಿಳಾಸ [830,229,878,241]
weather-row: ಸೋಮ : ಗರಿಷ್ಠ : 40°, ಕನಿಷ್ಠ : 32° [773,844,904,855]
weather-row: ಸೋಮ : ಗರಿಷ್ಠ : 40°, ಕನಿಷ್ಠ : 29° [773,798,917,810]
weather-row: ಮಂಗಳ : ಗರಿಷ್ಠ : 41°, ಕನಿಷ್ಠ : 29° [773,813,918,825]
ad-epaper [768,36,940,198]
